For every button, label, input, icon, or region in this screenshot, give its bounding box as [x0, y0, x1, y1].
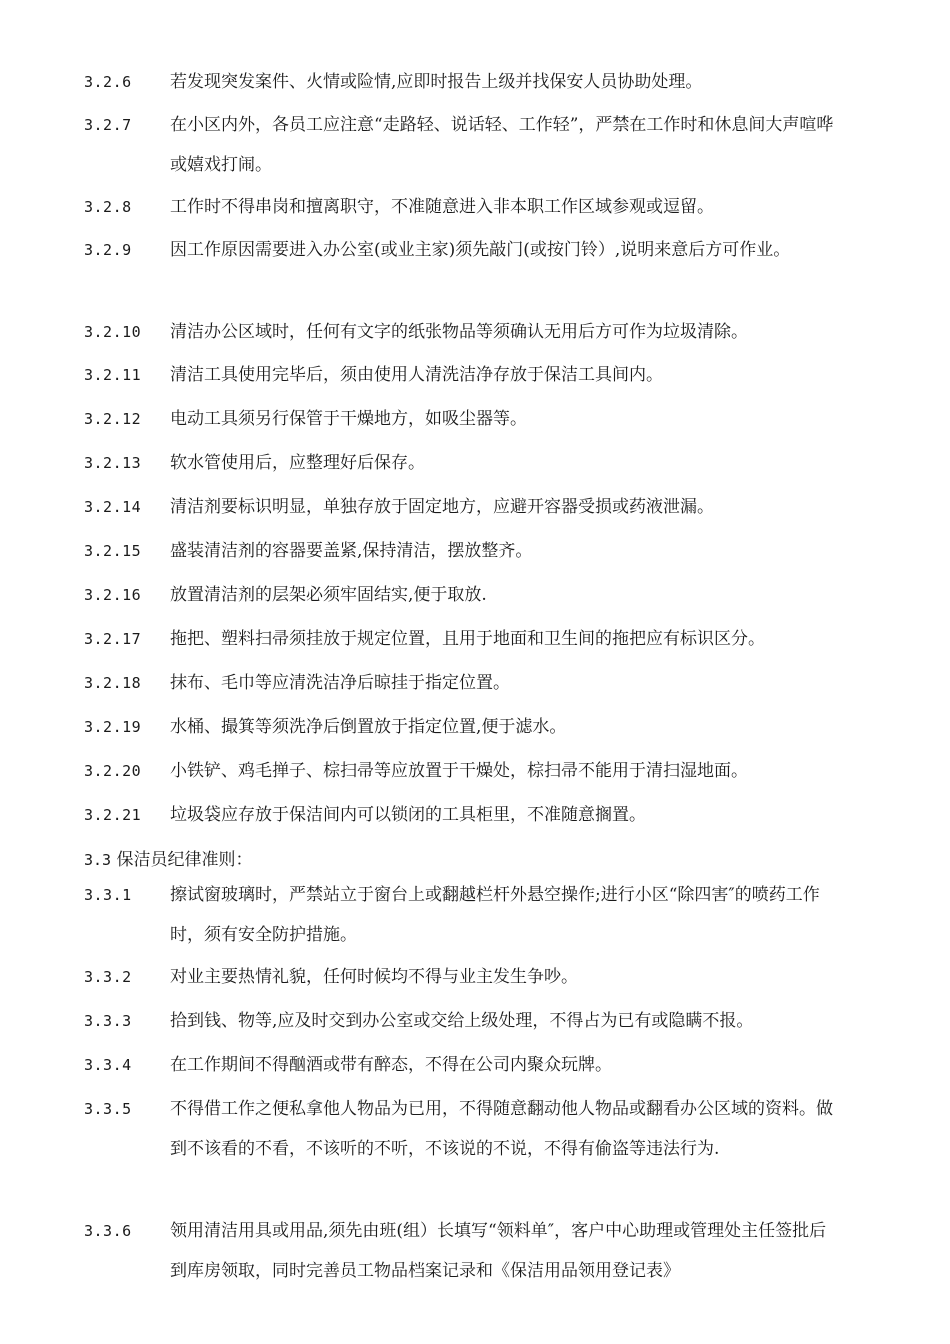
rule-text: 因工作原因需要进入办公室(或业主家)须先敲门(或按门铃）,说明来意后方可作业。: [170, 240, 791, 260]
rule-number: 3.2.12: [84, 410, 142, 428]
rule-number: 3.2.9: [84, 241, 132, 259]
rule-number: 3.3.2: [84, 968, 132, 986]
rule-number: 3.2.10: [84, 323, 142, 341]
rule-text: 软水管使用后，应整理好后保存。: [170, 453, 425, 473]
rule-number: 3.3.6: [84, 1222, 132, 1240]
rule-text: 电动工具须另行保管于干燥地方，如吸尘器等。: [170, 409, 527, 429]
rule-number: 3.3.5: [84, 1100, 132, 1118]
rule-text: 在工作期间不得酗酒或带有醉态，不得在公司内聚众玩牌。: [170, 1055, 612, 1075]
rule-text: 在小区内外，各员工应注意“走路轻、说话轻、工作轻”，严禁在工作时和休息间大声喧哗或嬉戏打闹。: [170, 115, 834, 175]
rule-number: 3.2.20: [84, 762, 142, 780]
rule-number: 3.2.19: [84, 718, 142, 736]
rule-number: 3.2.11: [84, 366, 142, 384]
rule-number: 3.3.3: [84, 1012, 132, 1030]
rule-text: 若发现突发案件、火情或险情,应即时报告上级并找保安人员协助处理。: [170, 72, 703, 92]
rule-number: 3.2.18: [84, 674, 142, 692]
rule-text: 不得借工作之便私拿他人物品为已用，不得随意翻动他人物品或翻看办公区域的资料。做到不该看的不看，不该听的不听，不该说的不说，不得有偷盗等违法行为.: [170, 1099, 833, 1159]
section-heading: [84, 845, 253, 875]
rule-number: 3.2.7: [84, 116, 132, 134]
section-title: 保洁员纪律准则：: [116, 850, 253, 870]
rule-number: 3.2.16: [84, 586, 142, 604]
rule-number: 3.2.17: [84, 630, 142, 648]
section-number: 3.3: [84, 851, 112, 869]
rule-number: 3.2.13: [84, 454, 142, 472]
rule-text: 抹布、毛巾等应清洗洁净后晾挂于指定位置。: [170, 673, 510, 693]
rule-number: 3.2.14: [84, 498, 142, 516]
rule-text: 盛装清洁剂的容器要盖紧,保持清洁，摆放整齐。: [170, 541, 533, 561]
rule-text: 拖把、塑料扫帚须挂放于规定位置，且用于地面和卫生间的拖把应有标识区分。: [170, 629, 765, 649]
rule-text: 垃圾袋应存放于保洁间内可以锁闭的工具柜里，不准随意搁置。: [170, 805, 646, 825]
rule-text: 清洁办公区域时，任何有文字的纸张物品等须确认无用后方可作为垃圾清除。: [170, 322, 748, 342]
rule-text: 擦试窗玻璃时，严禁站立于窗台上或翻越栏杆外悬空操作;进行小区“除四害″的喷药工作时，须有安全防护措施。: [170, 885, 820, 945]
rule-text: 小铁铲、鸡毛掸子、棕扫帚等应放置于干燥处，棕扫帚不能用于清扫湿地面。: [170, 761, 748, 781]
rule-text: 清洁剂要标识明显，单独存放于固定地方，应避开容器受损或药液泄漏。: [170, 497, 714, 517]
rule-text: 领用清洁用具或用品,须先由班(组）长填写“领料单″，客户中心助理或管理处主任签批后到库房领取，同时完善员工物品档案记录和《保洁用品领用登记表》: [170, 1221, 827, 1281]
rule-number: 3.2.21: [84, 806, 142, 824]
rule-text: 放置清洁剂的层架必须牢固结实,便于取放.: [170, 585, 487, 605]
rule-number: 3.3.1: [84, 886, 132, 904]
rule-number: 3.2.6: [84, 73, 132, 91]
rule-number: 3.2.15: [84, 542, 142, 560]
rule-number: 3.3.4: [84, 1056, 132, 1074]
rule-text: 对业主要热情礼貌，任何时候均不得与业主发生争吵。: [170, 967, 578, 987]
rule-text: 清洁工具使用完毕后，须由使用人清洗洁净存放于保洁工具间内。: [170, 365, 663, 385]
rule-text: 拾到钱、物等,应及时交到办公室或交给上级处理，不得占为已有或隐瞒不报。: [170, 1011, 754, 1031]
rule-text: 工作时不得串岗和擅离职守，不准随意进入非本职工作区域参观或逗留。: [170, 197, 714, 217]
rule-text: 水桶、撮箕等须洗净后倒置放于指定位置,便于滤水。: [170, 717, 567, 737]
rule-number: 3.2.8: [84, 198, 132, 216]
